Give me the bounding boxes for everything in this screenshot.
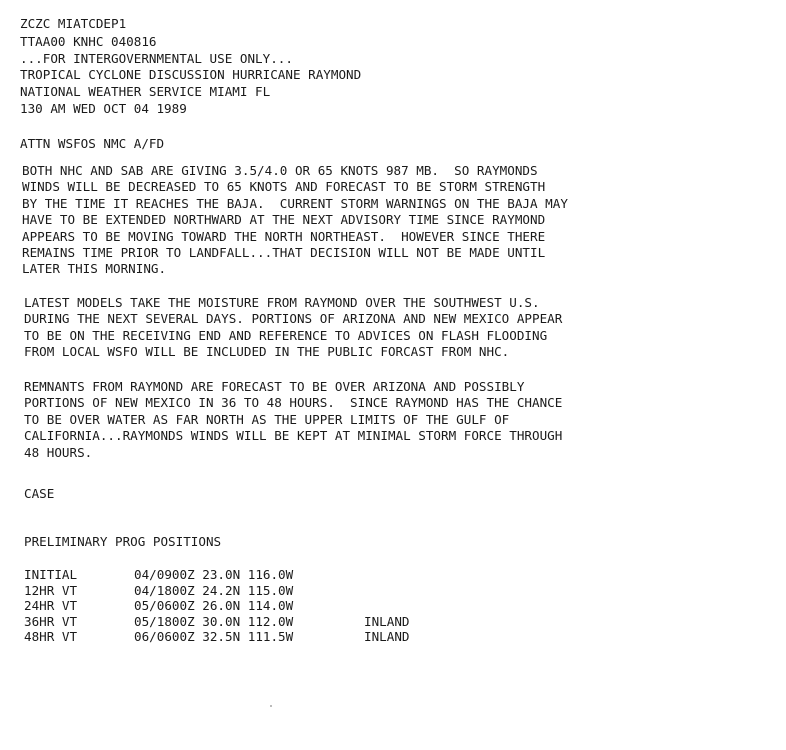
prog-positions-title: PRELIMINARY PROG POSITIONS bbox=[24, 534, 222, 549]
table-row bbox=[24, 598, 444, 614]
scan-speck bbox=[270, 705, 272, 707]
row-label: 48HR VT bbox=[24, 629, 78, 644]
header-line-2: TTAA00 KNHC 040816 bbox=[20, 34, 157, 49]
attention-line: ATTN WSFOS NMC A/FD bbox=[20, 136, 165, 151]
row-position: 04/0900Z 23.0N 116.0W bbox=[134, 567, 294, 582]
row-label: 12HR VT bbox=[24, 582, 78, 598]
row-label: INITIAL bbox=[24, 567, 78, 582]
table-row bbox=[24, 614, 444, 630]
row-position: 05/0600Z 26.0N 114.0W bbox=[134, 598, 294, 613]
header-line-1: ZCZC MIATCDEP1 bbox=[20, 16, 127, 31]
paragraph-1: BOTH NHC AND SAB ARE GIVING 3.5/4.0 OR 65 KNOTS 987 MB. SO RAYMONDS WINDS WILL BE DECREASED TO 65 KNOTS AND FORECAST TO BE STORM STRENGTH BY THE TIME IT REACHES THE BAJA. CURRENT STORM WARNINGS ON THE BAJA MAY HAVE TO BE EXTENDED NORTHWARD AT THE NEXT ADVISORY TIME SINCE RAYMOND APPEARS TO BE MOVING TOWARD THE NORTH NORTHEAST. HOWEVER SINCE THERE REMAINS TIME PRIOR TO LANDFALL...THAT DECISION WILL NOT BE MADE UNTIL LATER THIS MORNING. bbox=[22, 163, 568, 277]
row-position: 06/0600Z 32.5N 111.5W bbox=[134, 629, 294, 644]
row-label: 36HR VT bbox=[24, 613, 78, 629]
table-row bbox=[24, 567, 444, 583]
document-title: TROPICAL CYCLONE DISCUSSION HURRICANE RAYMOND bbox=[20, 67, 362, 82]
row-position: 04/1800Z 24.2N 115.0W bbox=[134, 582, 294, 598]
issuing-office: NATIONAL WEATHER SERVICE MIAMI FL bbox=[20, 84, 271, 99]
row-note: INLAND bbox=[364, 629, 410, 644]
paragraph-3: REMNANTS FROM RAYMOND ARE FORECAST TO BE OVER ARIZONA AND POSSIBLY PORTIONS OF NEW MEXICO IN 36 TO 48 HOURS. SINCE RAYMOND HAS THE CHANCE TO BE OVER WATER AS FAR NORTH AS THE UPPER LIMITS OF THE GULF OF CALIFORNIA...RAYMONDS WINDS WILL BE KEPT AT MINIMAL STORM FORCE THROUGH 48 HOURS. bbox=[24, 379, 563, 460]
table-row bbox=[24, 583, 444, 599]
row-note bbox=[364, 583, 444, 599]
issue-time: 130 AM WED OCT 04 1989 bbox=[20, 101, 187, 116]
row-note bbox=[364, 598, 444, 614]
forecaster-signature: CASE bbox=[24, 486, 55, 501]
row-label: 24HR VT bbox=[24, 598, 78, 613]
paragraph-2: LATEST MODELS TAKE THE MOISTURE FROM RAYMOND OVER THE SOUTHWEST U.S. DURING THE NEXT SEVERAL DAYS. PORTIONS OF ARIZONA AND NEW MEXICO APPEAR TO BE ON THE RECEIVING END AND REFERENCE TO ADVICES ON FLASH FLOODING FROM LOCAL WSFO WILL BE INCLUDED IN THE PUBLIC FORCAST FROM NHC. bbox=[24, 295, 563, 360]
table-row bbox=[24, 629, 444, 645]
row-note: INLAND bbox=[364, 613, 410, 629]
row-note bbox=[364, 567, 444, 583]
header-line-3: ...FOR INTERGOVERNMENTAL USE ONLY... bbox=[20, 51, 293, 66]
row-position: 05/1800Z 30.0N 112.0W bbox=[134, 613, 294, 629]
prog-positions-table bbox=[24, 567, 444, 645]
